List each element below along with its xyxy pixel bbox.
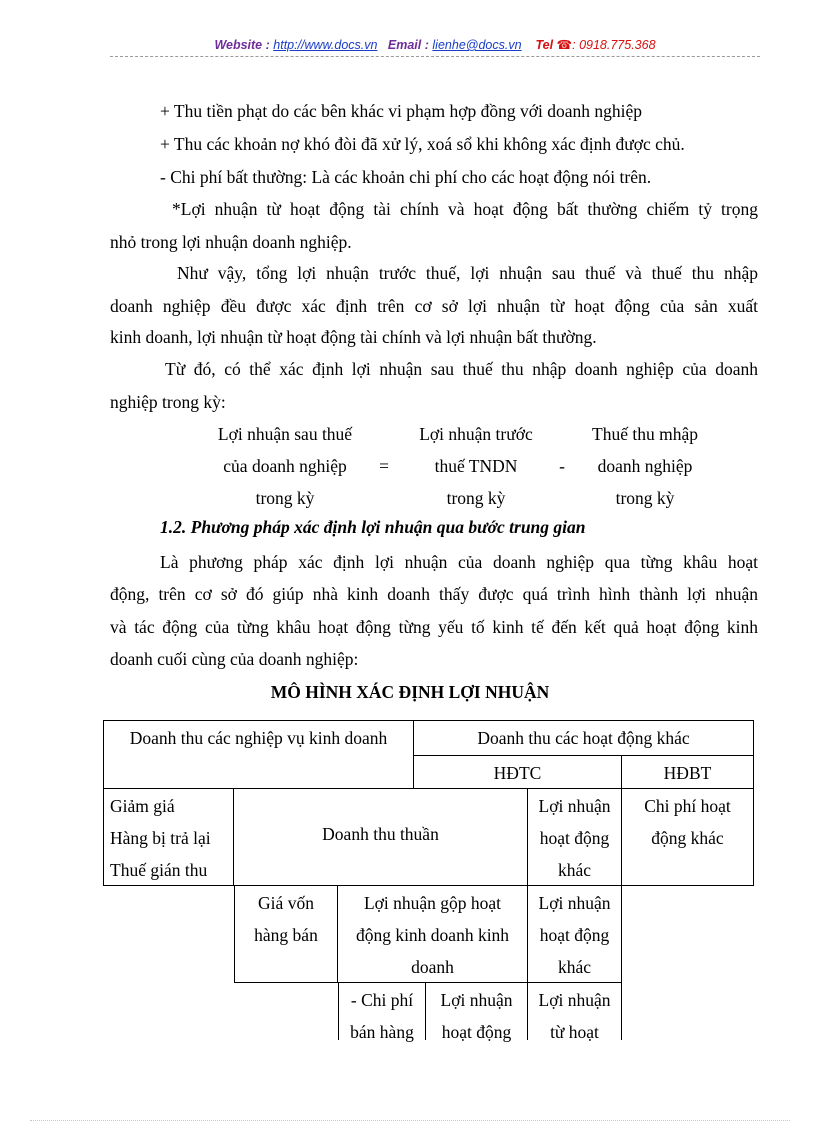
giam-gia-label: Giảm giá <box>110 796 175 816</box>
chi-phi-khac-line1: Chi phí hoạt <box>644 796 731 816</box>
cell-chi-phi-khac <box>622 789 754 886</box>
header-divider <box>110 56 760 57</box>
ln-hoat-dong-line2: hoạt động <box>441 1022 512 1042</box>
cell-cp-ban-hang <box>338 983 426 1040</box>
formula-col3-line3: trong kỳ <box>615 488 675 508</box>
formula-col3-line2: doanh nghiệp <box>597 456 693 476</box>
formula-col3-line1: Thuế thu mhập <box>592 424 698 444</box>
formula-col2-line3: trong kỳ <box>446 488 506 508</box>
hang-tra-lai-label: Hàng bị trả lại <box>110 828 211 848</box>
ln-hd-khac-line3: khác <box>557 860 592 880</box>
doanh-thu-thuan-label: Doanh thu thuần <box>322 824 439 844</box>
model-title: MÔ HÌNH XÁC ĐỊNH LỢI NHUẬN <box>270 682 550 702</box>
dt-khac-label: Doanh thu các hoạt động khác <box>477 728 690 748</box>
ln-tu-hoat-line2: từ hoạt <box>550 1022 599 1042</box>
body-line-3: - Chi phí bất thường: Là các khoản chi phí cho các hoạt động nói trên. <box>160 167 652 187</box>
body-line-1: + Thu tiền phạt do các bên khác vi phạm hợp đồng với doanh nghiệp <box>160 101 642 121</box>
cell-ln-hd-khac-2 <box>528 886 622 983</box>
para1-line-1: *Lợi nhuận từ hoạt động tài chính và hoạt động bất thường chiếm tỷ trọng <box>172 199 758 219</box>
formula-equals: = <box>379 456 389 476</box>
para3-line-2: nghiệp trong kỳ: <box>110 392 226 412</box>
ln-hd-khac2-line1: Lợi nhuận <box>538 893 611 913</box>
chi-phi-khac-line2: động khác <box>651 828 724 848</box>
ln-gop-line2: động kinh doanh kinh <box>355 925 510 945</box>
formula-col1-line2: của doanh nghiệp <box>223 456 347 476</box>
section-title: 1.2. Phương pháp xác định lợi nhuận qua bước trung gian <box>160 517 586 537</box>
section-para-line-3: và tác động của từng khâu hoạt động từng yếu tố kinh tế đến kết quả hoạt động kinh <box>110 617 758 637</box>
email-separator: : <box>424 38 429 52</box>
ln-tu-hoat-line1: Lợi nhuận <box>538 990 611 1010</box>
cell-hdbt <box>622 756 754 789</box>
tel-value: : 0918.775.368 <box>572 38 656 52</box>
formula-minus: - <box>559 456 565 476</box>
gia-von-line2: hàng bán <box>254 925 318 945</box>
email-link[interactable]: lienhe@docs.vn <box>432 38 522 52</box>
para3-line-1: Từ đó, có thể xác định lợi nhuận sau thuế thu nhập doanh nghiệp của doanh <box>165 359 758 379</box>
ln-hd-khac2-line3: khác <box>557 957 592 977</box>
cp-ban-hang-line2: bán hàng <box>350 1022 414 1042</box>
page-header <box>110 37 760 52</box>
dt-kinh-doanh-label: Doanh thu các nghiệp vụ kinh doanh <box>129 728 388 748</box>
tel-label: Tel <box>535 38 554 52</box>
ln-hoat-dong-line1: Lợi nhuận <box>440 990 513 1010</box>
hdtc-label: HĐTC <box>493 763 542 783</box>
body-line-2: + Thu các khoản nợ khó đòi đã xử lý, xoá sổ khi không xác định được chủ. <box>160 134 685 154</box>
ln-hd-khac2-line2: hoạt động <box>539 925 610 945</box>
formula-col2-line1: Lợi nhuận trước <box>419 424 533 444</box>
ln-hd-khac-line2: hoạt động <box>539 828 610 848</box>
cell-giam-tru <box>103 789 234 886</box>
website-label: Website : <box>214 38 270 52</box>
ln-gop-line1: Lợi nhuận gộp hoạt <box>363 893 502 913</box>
phone-icon: ☎ <box>556 38 573 52</box>
section-para-line-4: doanh cuối cùng của doanh nghiệp: <box>110 649 359 669</box>
para2-line-1: Như vậy, tổng lợi nhuận trước thuế, lợi nhuận sau thuế và thuế thu nhập <box>177 263 758 283</box>
cell-ln-tu-hoat <box>528 983 622 1040</box>
cell-doanh-thu-thuan <box>234 789 528 886</box>
thue-gian-thu-label: Thuế gián thu <box>110 860 208 880</box>
formula-col1-line1: Lợi nhuận sau thuế <box>217 424 353 444</box>
cell-ln-hd-khac <box>528 789 622 886</box>
formula-col2-line2: thuế TNDN <box>434 456 518 476</box>
formula-col1-line3: trong kỳ <box>255 488 315 508</box>
hdbt-label: HĐBT <box>663 763 712 783</box>
cp-ban-hang-line1: - Chi phí <box>350 990 414 1010</box>
cell-ln-hoat-dong <box>426 983 528 1040</box>
section-para-line-1: Là phương pháp xác định lợi nhuận của doanh nghiệp qua từng khâu hoạt <box>160 552 758 572</box>
ln-hd-khac-line1: Lợi nhuận <box>538 796 611 816</box>
gia-von-line1: Giá vốn <box>258 893 314 913</box>
section-para-line-2: động, trên cơ sở đó giúp nhà kinh doanh thấy được quá trình hình thành lợi nhuận <box>110 584 758 604</box>
para1-line-2: nhỏ trong lợi nhuận doanh nghiệp. <box>110 232 352 252</box>
para2-line-2: doanh nghiệp đều được xác định trên cơ sở lợi nhuận từ hoạt động của sản xuất <box>110 296 758 316</box>
ln-gop-line3: doanh <box>411 957 454 977</box>
cell-dt-khac <box>414 720 754 756</box>
para2-line-3: kinh doanh, lợi nhuận từ hoạt động tài chính và lợi nhuận bất thường. <box>110 327 597 347</box>
email-label: Email <box>387 38 422 52</box>
cell-ln-gop <box>338 886 528 983</box>
cell-dt-kinh-doanh <box>103 720 414 789</box>
cell-hdtc <box>414 756 622 789</box>
footer-divider <box>30 1120 790 1121</box>
cell-gia-von <box>234 886 338 983</box>
website-link[interactable]: http://www.docs.vn <box>273 38 378 52</box>
